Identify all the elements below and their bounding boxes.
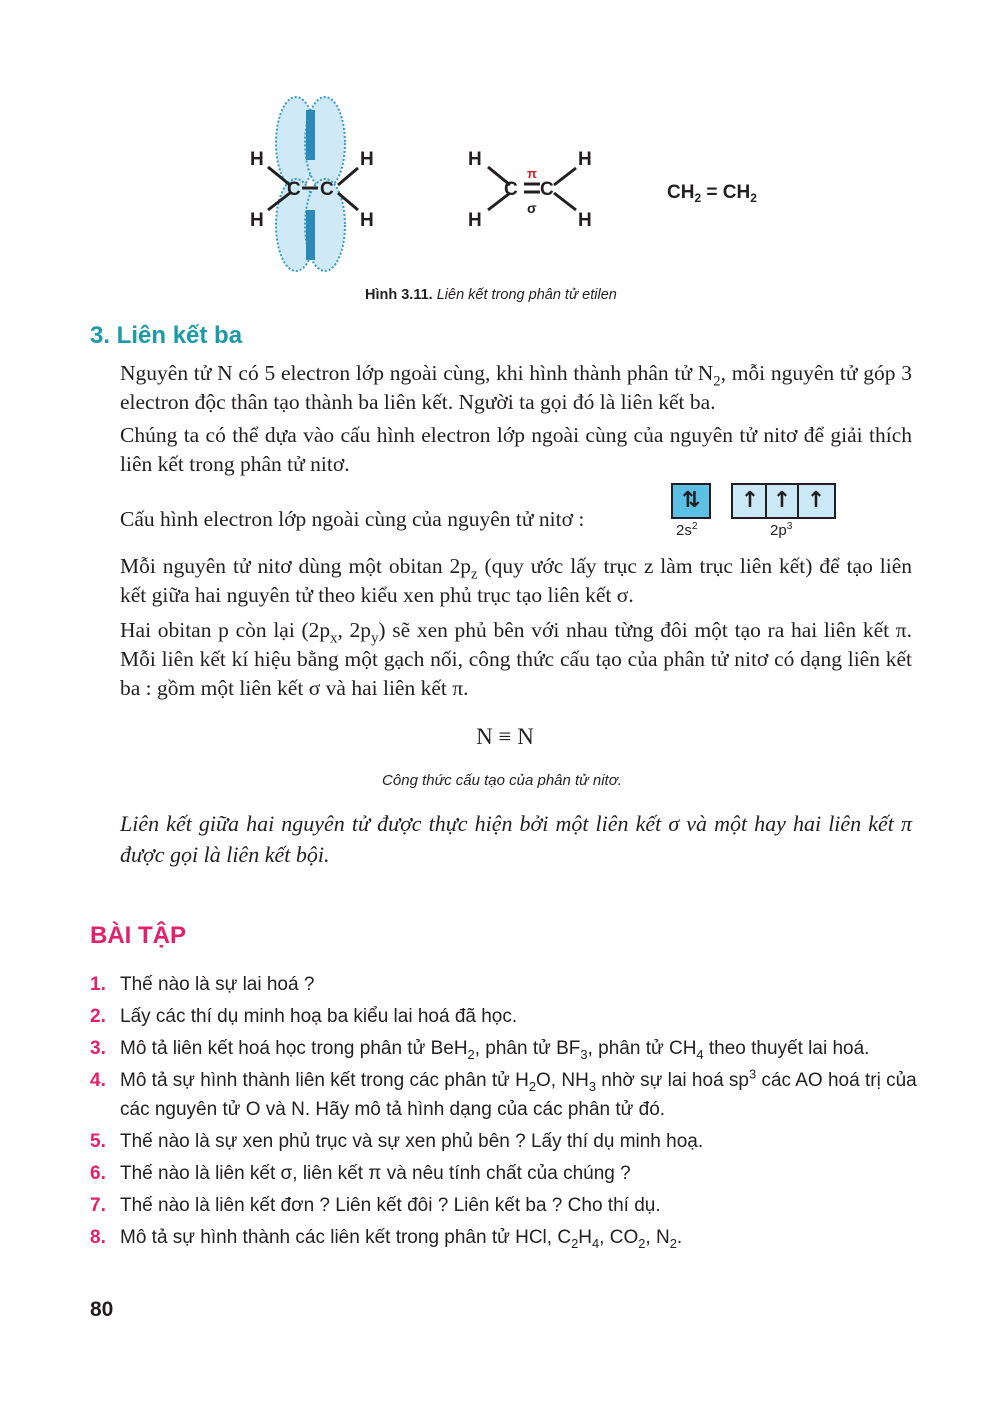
svg-text:H: H <box>250 210 264 231</box>
paragraph-2: Chúng ta có thể dựa vào cấu hình electron lớp ngoài cùng của nguyên tử nitơ để giải thích liên kết trong phân tử nitơ. <box>120 423 912 476</box>
exercise-text: Lấy các thí dụ minh hoạ ba kiểu lai hoá đã học. <box>120 1006 518 1027</box>
svg-text:H: H <box>468 210 482 231</box>
exercise-text: Thế nào là liên kết σ, liên kết π và nêu tính chất của chúng ? <box>120 1163 631 1184</box>
exercises-heading: BÀI TẬP <box>90 922 186 949</box>
exercise-item <box>90 1066 920 1124</box>
svg-text:C: C <box>504 179 518 200</box>
exercise-text: Mô tả sự hình thành các liên kết trong phân tử HCl, $C_2H_4$, $CO_2$, $N_2$. <box>120 1227 683 1251</box>
svg-text:C: C <box>287 179 301 200</box>
config-label: Cấu hình electron lớp ngoài cùng của nguyên tử nitơ : <box>120 507 585 531</box>
svg-text:H: H <box>468 149 482 170</box>
exercise-number: 7. <box>90 1195 106 1216</box>
figure-caption: Hình 3.11. Liên kết trong phân tử etilen <box>365 287 617 303</box>
n2-formula: N ≡ N <box>476 724 534 749</box>
n2-caption: Công thức cấu tạo của phân tử nitơ. <box>382 772 622 789</box>
svg-text:C: C <box>540 179 554 200</box>
paragraph-1: Nguyên tử N có 5 electron lớp ngoài cùng, khi hình thành phân tử $N_2$, mỗi nguyên tử góp 3 electron độc thân tạo thành ba liên kết. Người ta gọi đó là liên kết ba. <box>120 361 913 414</box>
exercise-item <box>90 1159 920 1188</box>
exercise-number: 3. <box>90 1038 106 1059</box>
exercise-item <box>90 970 920 999</box>
svg-text:H: H <box>578 210 592 231</box>
exercise-text: Mô tả sự hình thành liên kết trong các phân tử $H_2O$, $NH_3$ nhờ sự lai hoá $sp^3$ các AO hoá trị của các nguyên tử O và N. Hãy mô tả hình dạng của các phân tử đó. <box>120 1066 917 1120</box>
exercise-text: Thế nào là sự xen phủ trục và sự xen phủ bên ? Lấy thí dụ minh hoạ. <box>120 1131 704 1152</box>
exercise-item <box>90 1223 920 1252</box>
exercise-item <box>90 1002 920 1031</box>
exercise-number: 2. <box>90 1006 106 1027</box>
exercise-number: 1. <box>90 974 106 995</box>
exercise-item <box>90 1191 920 1220</box>
ethylene-orbital-figure <box>240 95 780 280</box>
orbital-2p-label: $2p^3$ <box>770 521 793 539</box>
paragraph-4: Hai obitan p còn lại ($2p_x$, $2p_y$) sẽ xen phủ bên với nhau từng đôi một tạo ra hai liên kết π. Mỗi liên kết kí hiệu bằng một gạch nối, công thức cấu tạo của phân tử nitơ có dạng liên kết ba : gồm một liên kết σ và hai liên kết π. <box>120 618 913 700</box>
orbital-2s-box: ⇅ <box>671 483 711 519</box>
orbital-2s-label: $2s^2$ <box>676 521 698 539</box>
exercise-number: 8. <box>90 1227 106 1248</box>
exercise-text: Thế nào là sự lai hoá ? <box>120 974 315 995</box>
exercise-number: 5. <box>90 1131 106 1152</box>
exercise-item <box>90 1127 920 1156</box>
exercise-number: 6. <box>90 1163 106 1184</box>
section-heading: 3. Liên kết ba <box>90 322 243 349</box>
exercise-text: Mô tả liên kết hoá học trong phân tử BeH$_2$, phân tử $BF_3$, phân tử $CH_4$ theo thuyết lai hoá. <box>120 1038 870 1062</box>
orbital-2p-box: ↑ ↑ ↑ <box>731 483 836 519</box>
svg-text:H: H <box>578 149 592 170</box>
svg-text:π: π <box>527 166 537 181</box>
ethylene-formula: $CH_2 = CH_2$ <box>667 182 757 205</box>
exercise-number: 4. <box>90 1070 106 1091</box>
svg-text:H: H <box>250 149 264 170</box>
page-number: 80 <box>90 1298 114 1321</box>
svg-text:σ: σ <box>527 200 537 216</box>
paragraph-3: Mỗi nguyên tử nitơ dùng một obitan $2p_z$ (quy ước lấy trục z làm trục liên kết) để tạo liên kết giữa hai nguyên tử theo kiểu xen phủ trục tạo liên kết σ. <box>120 554 913 607</box>
svg-text:C: C <box>320 179 334 200</box>
exercise-text: Thế nào là liên kết đơn ? Liên kết đôi ? Liên kết ba ? Cho thí dụ. <box>120 1195 661 1216</box>
svg-text:H: H <box>360 149 374 170</box>
svg-text:H: H <box>360 210 374 231</box>
exercise-item <box>90 1034 920 1063</box>
definition-conclusion: Liên kết giữa hai nguyên tử được thực hiện bởi một liên kết σ và một hay hai liên kết π được gọi là liên kết bội. <box>120 811 912 867</box>
